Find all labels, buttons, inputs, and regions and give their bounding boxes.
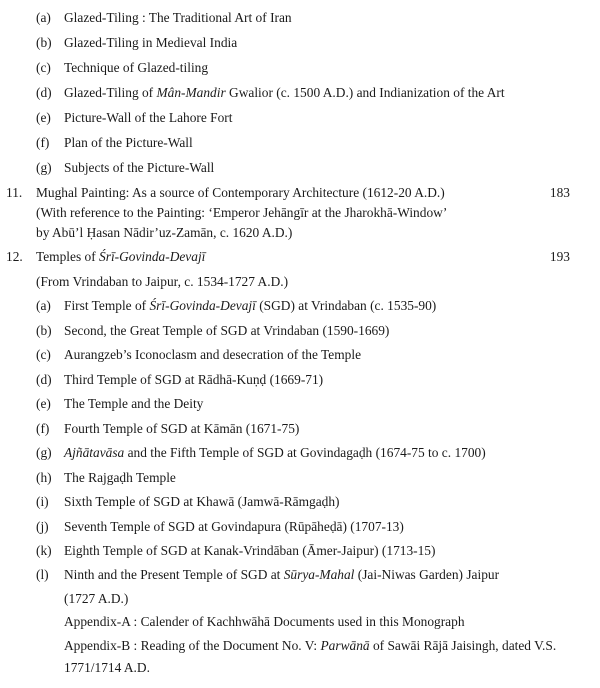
- toc-entry: Subjects of the Picture-Wall: [64, 160, 215, 175]
- item-label: (d): [36, 85, 52, 100]
- item-label: (f): [36, 135, 50, 150]
- toc-entry-continuation: (1727 A.D.): [64, 591, 129, 606]
- chapter-title: Mughal Painting: As a source of Contemporary Architecture (1612-20 A.D.): [36, 185, 445, 200]
- toc-entry: Picture-Wall of the Lahore Fort: [64, 110, 233, 125]
- item-label: (c): [36, 347, 51, 362]
- chapter-subtitle: (From Vrindaban to Jaipur, c. 1534-1727 A.D.): [36, 274, 289, 289]
- chapter-subtitle: (With reference to the Painting: ‘Emperor Jehāngīr at the Jharokhā-Window’: [36, 205, 448, 220]
- toc-entry: Eighth Temple of SGD at Kanak-Vrindāban (Āmer-Jaipur) (1713-15): [64, 543, 436, 558]
- toc-entry: Sixth Temple of SGD at Khawā (Jamwā-Rāmgaḍh): [64, 494, 340, 509]
- toc-entry: Glazed-Tiling : The Traditional Art of Iran: [64, 10, 292, 25]
- item-label: (h): [36, 470, 52, 485]
- item-label: (i): [36, 494, 49, 509]
- toc-entry: Third Temple of SGD at Rādhā-Kuṇḍ (1669-71): [64, 372, 324, 387]
- item-label: (c): [36, 60, 51, 75]
- item-label: (l): [36, 567, 49, 582]
- item-label: (a): [36, 10, 51, 25]
- chapter-number: 12.: [6, 249, 23, 264]
- toc-entry: The Temple and the Deity: [64, 396, 204, 411]
- toc-entry: Technique of Glazed-tiling: [64, 60, 209, 75]
- toc-entry: Glazed-Tiling in Medieval India: [64, 35, 238, 50]
- item-label: (b): [36, 35, 52, 50]
- item-label: (d): [36, 372, 52, 387]
- chapter-title: Temples of Śrī-Govinda-Devajī: [36, 249, 206, 264]
- item-label: (e): [36, 396, 51, 411]
- item-label: (j): [36, 519, 49, 534]
- toc-entry: Plan of the Picture-Wall: [64, 135, 193, 150]
- toc-entry: The Rajgaḍh Temple: [64, 470, 176, 485]
- item-label: (e): [36, 110, 51, 125]
- chapter-number: 11.: [6, 185, 23, 200]
- item-label: (a): [36, 298, 51, 313]
- toc-entry: Fourth Temple of SGD at Kāmān (1671-75): [64, 421, 300, 436]
- appendix-a: Appendix-A : Calender of Kachhwāhā Documents used in this Monograph: [64, 614, 465, 629]
- appendix-b: Appendix-B : Reading of the Document No. V: Parwānā of Sawāi Rājā Jaisingh, dated V.S.: [64, 638, 557, 653]
- item-label: (g): [36, 160, 52, 175]
- toc-entry: First Temple of Śrī-Govinda-Devajī (SGD) at Vrindaban (c. 1535-90): [64, 298, 437, 313]
- page-number: 183: [549, 185, 570, 200]
- toc-entry: Aurangzeb’s Iconoclasm and desecration of the Temple: [64, 347, 362, 362]
- toc-entry: Ninth and the Present Temple of SGD at Sūrya-Mahal (Jai-Niwas Garden) Jaipur: [64, 567, 500, 582]
- appendix-b-continuation: 1771/1714 A.D.: [64, 660, 150, 675]
- toc-entry: Ajñātavāsa and the Fifth Temple of SGD at Govindagaḍh (1674-75 to c. 1700): [64, 445, 486, 460]
- toc-entry: Second, the Great Temple of SGD at Vrindaban (1590-1669): [64, 323, 390, 338]
- page-number: 193: [549, 249, 570, 264]
- chapter-subtitle: by Abū’l Ḥasan Nādir’uz-Zamān, c. 1620 A.D.): [36, 225, 293, 240]
- item-label: (g): [36, 445, 52, 460]
- toc-entry: Seventh Temple of SGD at Govindapura (Rūpāheḍā) (1707-13): [64, 519, 404, 534]
- toc-entry: Glazed-Tiling of Mân-Mandir Gwalior (c. 1500 A.D.) and Indianization of the Art: [64, 85, 505, 100]
- item-label: (b): [36, 323, 52, 338]
- item-label: (k): [36, 543, 52, 558]
- item-label: (f): [36, 421, 50, 436]
